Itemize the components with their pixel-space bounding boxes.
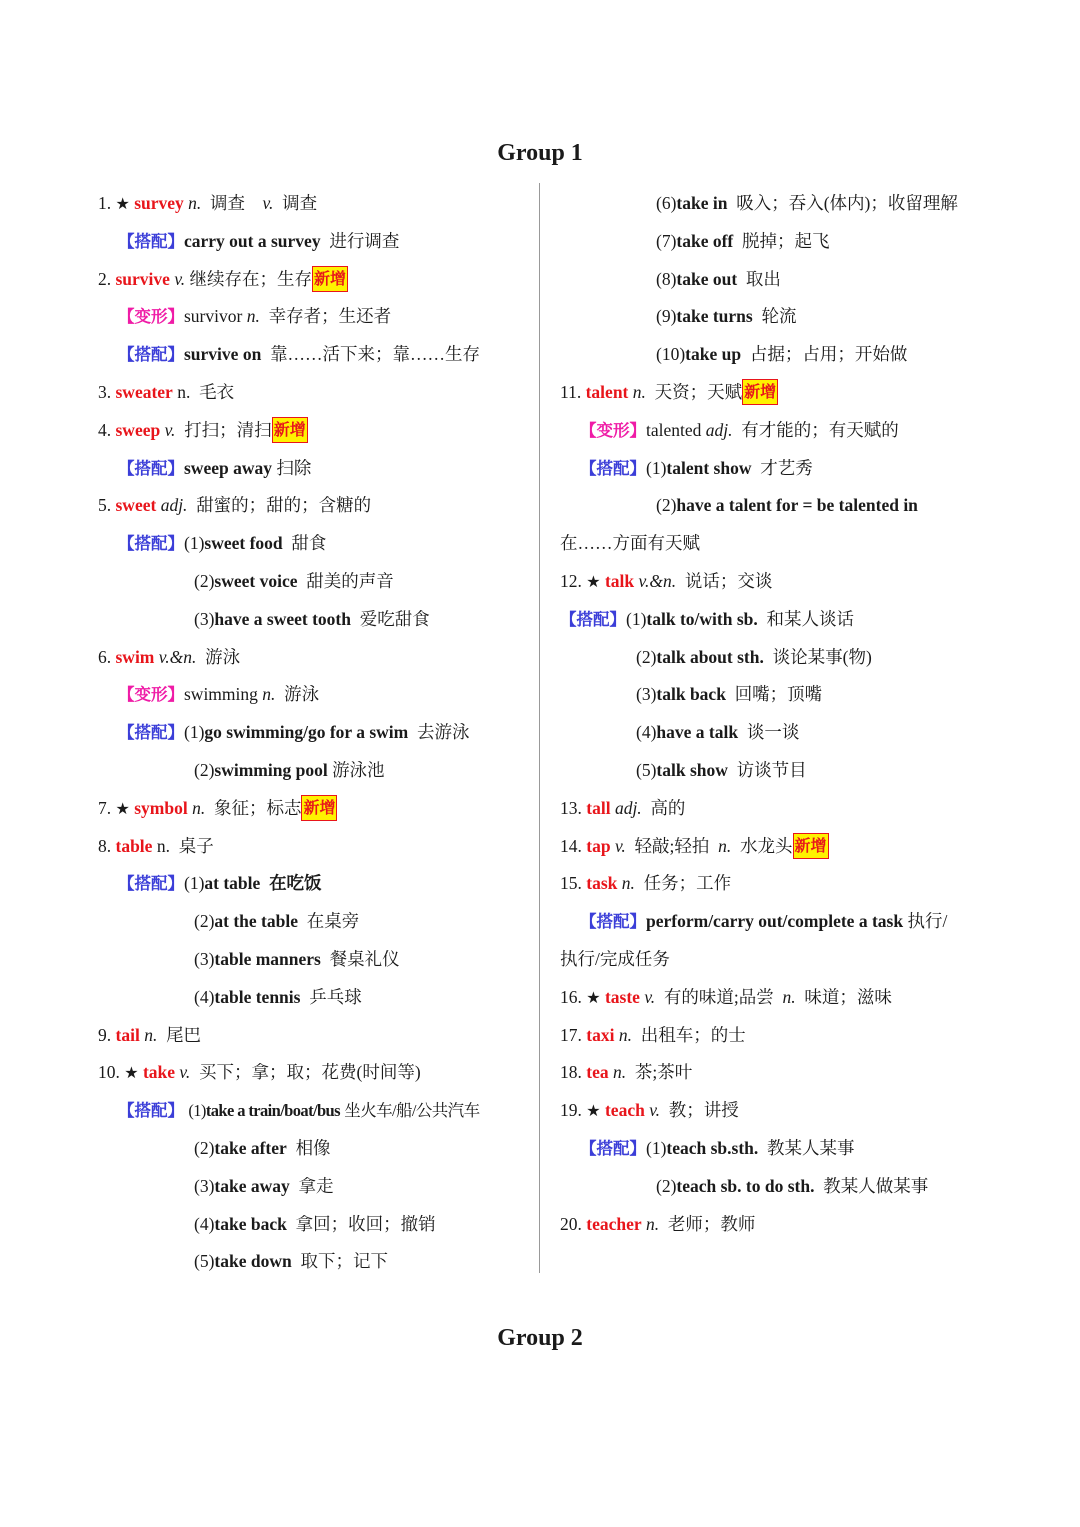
collocation-item: (4)table tennis 乒乓球 xyxy=(194,986,362,1007)
entry-survey: 1. ★ survey n. 调查 v. 调查 xyxy=(98,193,318,213)
collocation-continuation: 执行/完成任务 xyxy=(560,948,670,969)
collocation-continuation: 在……方面有天赋 xyxy=(560,533,700,554)
collocation-item: (7)take off 脱掉；起飞 xyxy=(656,230,830,251)
collocation-line: 【搭配】perform/carry out/complete a task 执行/ xyxy=(580,911,948,932)
entry-take: 10. ★ take v. 买下；拿；取；花费(时间等) xyxy=(98,1062,421,1083)
new-badge: 新增 xyxy=(793,833,829,859)
entry-swim: 6. swim v.&n. 游泳 xyxy=(98,646,241,667)
collocation-item: (2)have a talent for = be talented in xyxy=(656,495,918,516)
collocation-item: (3)have a sweet tooth 爱吃甜食 xyxy=(194,608,430,629)
collocation-line: 【搭配】survive on 靠……活下来；靠……生存 xyxy=(118,344,481,365)
collocation-line: 【搭配】(1)teach sb.sth. 教某人某事 xyxy=(580,1137,855,1158)
new-badge: 新增 xyxy=(742,379,778,405)
collocation-item: (6)take in 吸入；吞入(体内)；收留理解 xyxy=(656,193,958,213)
collocation-item: (4)have a talk 谈一谈 xyxy=(636,722,800,743)
new-badge: 新增 xyxy=(272,417,308,443)
entry-tea: 18. tea n. 茶;茶叶 xyxy=(560,1062,693,1083)
collocation-line: 【搭配】sweep away 扫除 xyxy=(118,457,312,478)
entry-sweater: 3. sweater n. 毛衣 xyxy=(98,381,235,402)
entry-tall: 13. tall adj. 高的 xyxy=(560,797,686,818)
collocation-item: (4)take back 拿回；收回；撤销 xyxy=(194,1213,436,1234)
right-column xyxy=(560,185,1000,1243)
entry-tail: 9. tail n. 尾巴 xyxy=(98,1024,202,1045)
group-2-title: Group 2 xyxy=(497,1325,583,1351)
collocation-item: (2)swimming pool 游泳池 xyxy=(194,759,385,780)
column-divider xyxy=(539,183,540,1273)
collocation-line: 【搭配】(1)talent show 才艺秀 xyxy=(580,457,813,478)
collocation-line: 【搭配】(1)talk to/with sb. 和某人谈话 xyxy=(560,608,854,629)
entry-sweep: 4. sweep v. 打扫；清扫 新增 xyxy=(98,412,534,450)
entry-task: 15. task n. 任务；工作 xyxy=(560,873,732,894)
collocation-item: (5)take down 取下；记下 xyxy=(194,1251,388,1272)
new-badge: 新增 xyxy=(312,266,348,292)
collocation-line: 【搭配】(1)at table 在吃饭 xyxy=(118,873,322,894)
collocation-item: (3)table manners 餐桌礼仪 xyxy=(194,948,400,969)
collocation-line: 【搭配】 (1)take a train/boat/bus 坐火车/船/公共汽车 xyxy=(118,1101,480,1121)
headword: survey xyxy=(134,193,184,213)
collocation-item: (3)talk back 回嘴；顶嘴 xyxy=(636,684,823,705)
collocation-item: (2)talk about sth. 谈论某事(物) xyxy=(636,646,872,667)
collocation-item: (8)take out 取出 xyxy=(656,268,781,289)
collocation-line: 【搭配】(1)sweet food 甜食 xyxy=(118,533,327,554)
entry-talk: 12. ★ talk v.&n. 说话；交谈 xyxy=(560,570,773,591)
collocation-item: (10)take up 占据；占用；开始做 xyxy=(656,344,908,365)
collocation-line: 【搭配】(1)go swimming/go for a swim 去游泳 xyxy=(118,722,470,743)
collocation-item: (5)talk show 访谈节目 xyxy=(636,759,807,780)
collocation-item: (2)teach sb. to do sth. 教某人做某事 xyxy=(656,1175,929,1196)
collocation-item: (2)sweet voice 甜美的声音 xyxy=(194,570,394,591)
collocation-item: (9)take turns 轮流 xyxy=(656,306,797,327)
variant-line: 【变形】survivor n. 幸存者；生还者 xyxy=(118,306,392,327)
entry-teach: 19. ★ teach v. 教；讲授 xyxy=(560,1100,739,1121)
entry-sweet: 5. sweet adj. 甜蜜的；甜的；含糖的 xyxy=(98,495,372,516)
group-1-title: Group 1 xyxy=(497,140,583,166)
entry-symbol: 7. ★ symbol n. 象征；标志 新增 xyxy=(98,790,534,828)
entry-taxi: 17. taxi n. 出租车；的士 xyxy=(560,1024,746,1045)
variant-line: 【变形】talented adj. 有才能的；有天赋的 xyxy=(580,419,899,440)
entry-taste: 16. ★ taste v. 有的味道;品尝 n. 味道；滋味 xyxy=(560,986,892,1007)
collocation-line: 【搭配】carry out a survey 进行调查 xyxy=(118,230,400,251)
entry-table: 8. table n. 桌子 xyxy=(98,835,214,856)
entry-tap: 14. tap v. 轻敲;轻拍 n. 水龙头 新增 xyxy=(560,828,1000,866)
entry-teacher: 20. teacher n. 老师；教师 xyxy=(560,1213,756,1234)
collocation-item: (2)take after 相像 xyxy=(194,1137,331,1158)
left-column xyxy=(98,185,534,1281)
entry-survive: 2. survive v. 继续存在；生存 新增 xyxy=(98,261,534,299)
variant-line: 【变形】swimming n. 游泳 xyxy=(118,684,320,705)
collocation-item: (3)take away 拿走 xyxy=(194,1175,334,1196)
entry-talent: 11. talent n. 天资；天赋 新增 xyxy=(560,374,1000,412)
new-badge: 新增 xyxy=(301,795,337,821)
collocation-item: (2)at the table 在桌旁 xyxy=(194,911,360,932)
